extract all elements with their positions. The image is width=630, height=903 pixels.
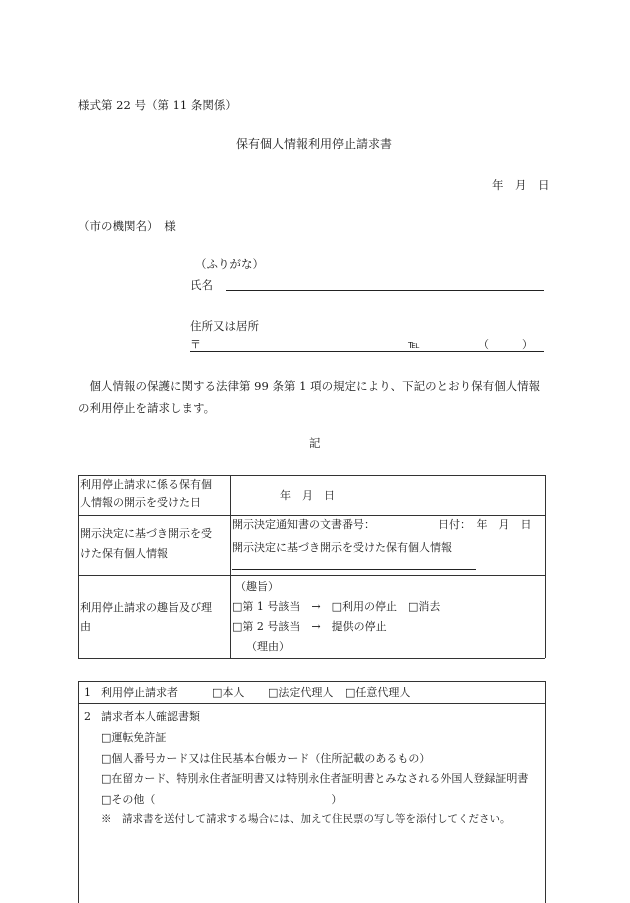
tel-paren: （ ） (478, 338, 533, 351)
item2-checkbox-row[interactable]: □第 2 号該当 → 提供の停止 (232, 620, 387, 633)
mail-request-note: ※ 請求書を送付して請求する場合には、加えて住民票の写し等を添付してください。 (101, 813, 511, 825)
row3-label-b: 由 (80, 620, 91, 633)
tel-mark: ℡ (408, 338, 420, 351)
ki-heading: 記 (309, 436, 321, 450)
disclosed-info-label: 開示決定に基づき開示を受けた保有個人情報 (232, 541, 452, 554)
row1-label-b: 人情報の開示を受けた日 (80, 496, 201, 509)
row2-label-b: けた保有個人情報 (80, 547, 168, 560)
address-field-line[interactable] (190, 351, 544, 352)
table1-row-divider (78, 575, 545, 576)
postal-mark: 〒 (190, 338, 201, 351)
doc-residence-card-checkbox[interactable]: □在留カード、特別永住者証明書又は特別永住者証明書とみなされる外国人登録証明書 (101, 772, 529, 785)
name-field-line[interactable] (226, 290, 544, 291)
furigana-label: （ふりがな） (195, 257, 264, 271)
table2-row-divider (78, 703, 545, 704)
table2-border-left (78, 681, 79, 903)
disclosed-info-field-line[interactable] (232, 569, 476, 570)
table1-border-top (78, 475, 545, 476)
table1-row-divider (78, 515, 545, 516)
requester-voluntary-agent-checkbox[interactable]: □任意代理人 (345, 686, 411, 699)
table1-border-left (78, 475, 79, 658)
gist-label: （趣旨） (235, 580, 279, 593)
intro-paragraph: 個人情報の保護に関する法律第 99 条第 1 項の規定により、下記のとおり保有個人情報の利用停止を請求します。 (78, 379, 541, 415)
row2-label-a: 開示決定に基づき開示を受 (80, 527, 212, 540)
name-label: 氏名 (190, 278, 213, 292)
notice-doc-number-field[interactable]: 開示決定通知書の文書番号： (232, 518, 375, 531)
addressee: （市の機関名） 様 (78, 219, 176, 233)
row3-label-a: 利用停止請求の趣旨及び理 (80, 601, 212, 614)
address-label: 住所又は居所 (190, 319, 259, 333)
table1-col-divider (230, 475, 231, 658)
document-title: 保有個人情報利用停止請求書 (236, 137, 393, 151)
item1-checkbox-row[interactable]: □第 1 号該当 → □利用の停止 □消去 (232, 600, 441, 613)
table2-border-right (545, 681, 546, 903)
form-number: 様式第 22 号（第 11 条関係） (78, 98, 237, 112)
doc-my-number-card-checkbox[interactable]: □個人番号カード又は住民基本台帳カード（住所記載のあるもの） (101, 752, 431, 765)
doc-drivers-license-checkbox[interactable]: □運転免許証 (101, 731, 167, 744)
requester-label: 利用停止請求者 (101, 686, 178, 699)
table1-border-right (545, 475, 546, 658)
id-docs-row-number: 2 (84, 710, 91, 723)
requester-row-number: 1 (84, 686, 91, 699)
requester-legal-agent-checkbox[interactable]: □法定代理人 (268, 686, 334, 699)
table2-border-top (78, 681, 545, 682)
row1-label-a: 利用停止請求に係る保有個 (80, 478, 212, 491)
requester-self-checkbox[interactable]: □本人 (212, 686, 245, 699)
date-line: 年 月 日 (492, 178, 550, 192)
notice-date-field[interactable]: 日付： 年 月 日 (438, 518, 532, 531)
id-docs-label: 請求者本人確認書類 (101, 710, 200, 723)
reason-label: （理由） (246, 640, 290, 653)
disclosure-date-field[interactable]: 年 月 日 (280, 489, 335, 502)
doc-other-checkbox[interactable]: □その他（ ） (101, 793, 343, 806)
table1-border-bottom (78, 658, 545, 659)
